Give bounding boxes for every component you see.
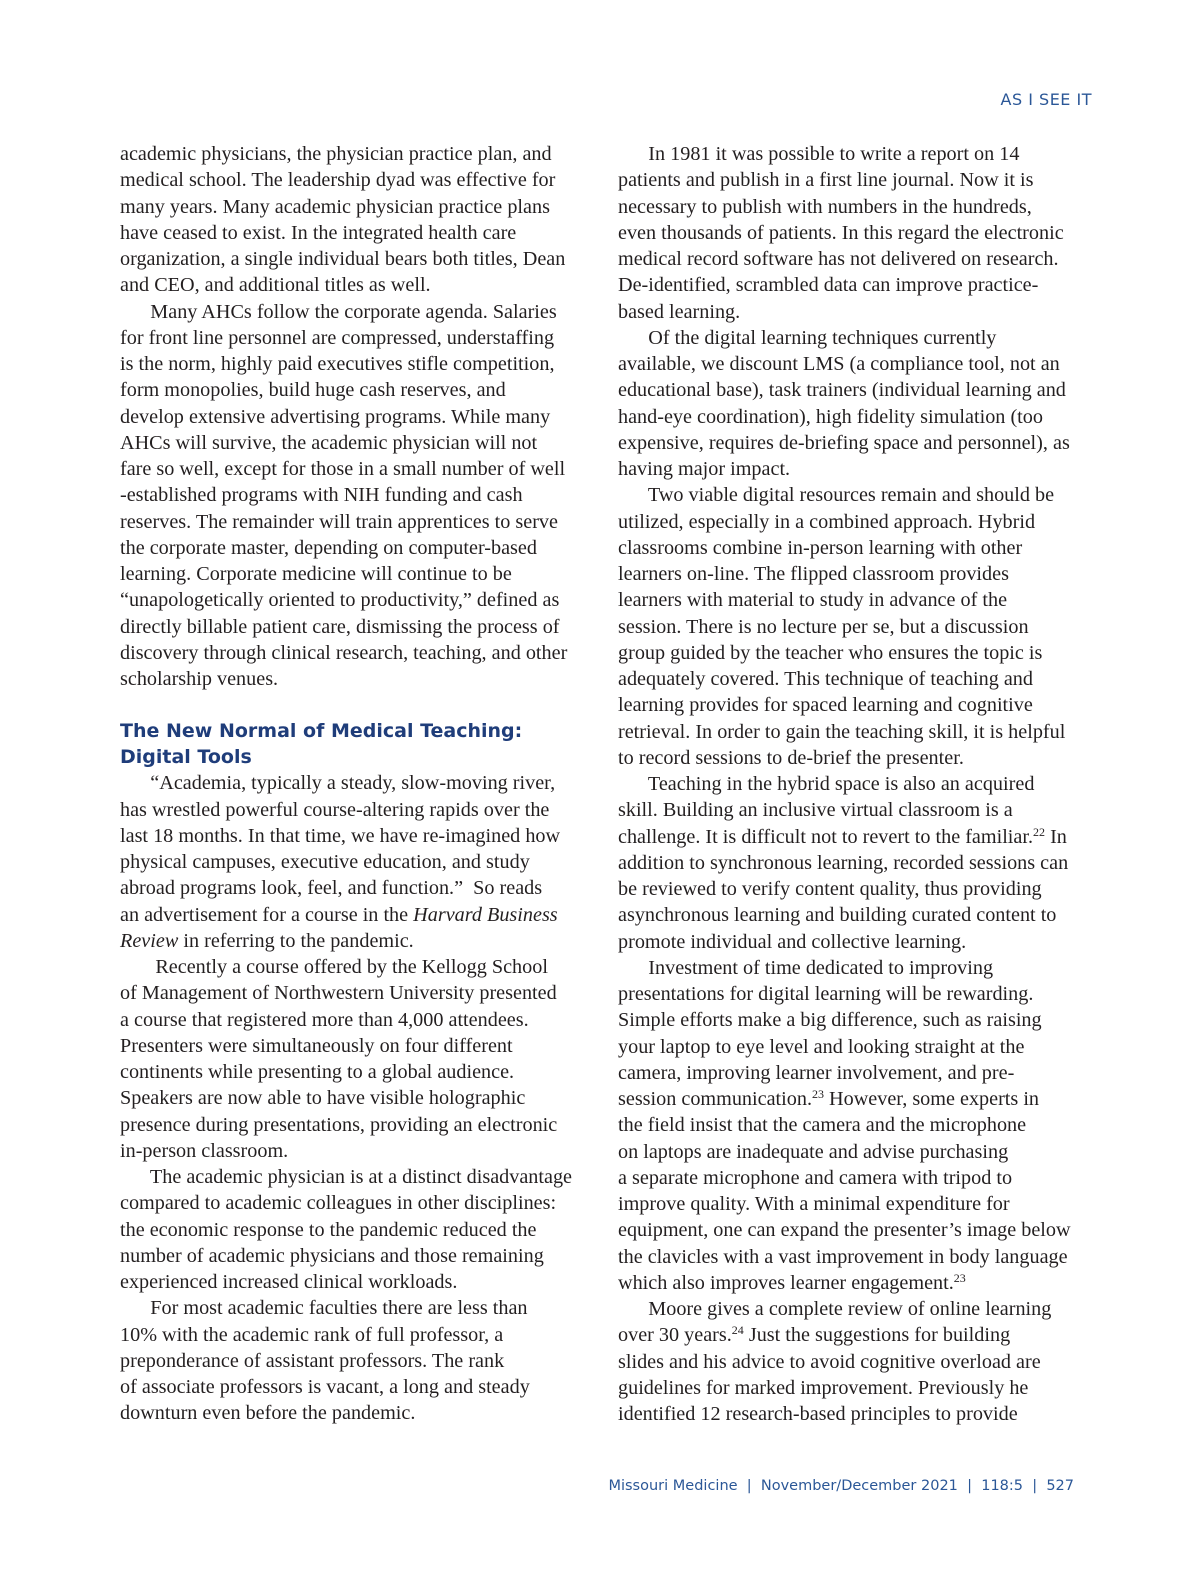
text-line: guidelines for marked improvement. Previously he	[618, 1376, 1029, 1399]
text-line: skill. Building an inclusive virtual classroom is a	[618, 799, 1013, 822]
text-line: De-identified, scrambled data can improve practice-	[618, 274, 1039, 297]
text-line: on laptops are inadequate and advise purchasing	[618, 1140, 1009, 1163]
text-line: identified 12 research-based principles to provide	[618, 1403, 1018, 1425]
text-line: learning. Corporate medicine will continue to be	[120, 563, 512, 585]
text-line: “unapologetically oriented to productivity,” defined as	[120, 589, 560, 612]
text-line: of Management of Northwestern University presented	[120, 982, 557, 1005]
text-line: necessary to publish with numbers in the hundreds,	[618, 195, 1032, 218]
text-line: educational base), task trainers (individual learning and	[618, 379, 1066, 402]
right-block-4	[618, 1296, 1096, 1322]
text-line: patients and publish in a first line journal. Now it is	[618, 169, 1034, 192]
text-line: academic physicians, the physician practice plan, and	[120, 143, 552, 165]
text-line: Many AHCs follow the corporate agenda. Salaries	[120, 300, 557, 323]
text-line: organization, a single individual bears both titles, Dean	[120, 248, 566, 270]
text-line: reserves. The remainder will train apprentices to serve	[120, 510, 558, 533]
text-line: of associate professors is vacant, a long and steady	[120, 1376, 530, 1398]
text-line: improve quality. With a minimal expenditure for	[618, 1193, 1010, 1215]
left-paragraphs-mid	[120, 770, 598, 901]
text-line: learning provides for spaced learning and cognitive	[618, 694, 1033, 717]
text-line: session. There is no lecture per se, but a discussion	[618, 615, 1029, 638]
text-line: Teaching in the hybrid space is also an acquired	[618, 773, 1035, 795]
text-line: even thousands of patients. In this regard the electronic	[618, 221, 1064, 244]
text-line: to record sessions to de-brief the presenter.	[618, 746, 964, 769]
text-line: a separate microphone and camera with tripod to	[618, 1166, 1013, 1189]
reference-22: 22	[1033, 824, 1046, 839]
text-line: is the norm, highly paid executives stifle competition,	[120, 353, 555, 375]
left-paragraphs-top	[120, 141, 598, 692]
hbr-suffix: in referring to the pandemic.	[178, 929, 414, 952]
text-line: The academic physician is at a distinct disadvantage	[120, 1166, 573, 1188]
text-line: have ceased to exist. In the integrated health care	[120, 221, 517, 244]
text-line: medical record software has not delivered on research.	[618, 248, 1059, 270]
hbr-line-2	[120, 928, 598, 954]
subhead-line-1: The New Normal of Medical Teaching:	[120, 720, 523, 743]
text-line: discovery through clinical research, teaching, and other	[120, 641, 568, 664]
ref-23b-line	[618, 1270, 1096, 1296]
ref-23a-after: However, some experts in	[824, 1088, 1040, 1110]
text-line: 10% with the academic rank of full professor, a	[120, 1323, 504, 1346]
right-block-2	[618, 850, 1096, 1086]
text-line: fare so well, except for those in a small number of well	[120, 458, 566, 480]
text-line: preponderance of assistant professors. The rank	[120, 1349, 505, 1372]
text-line: retrieval. In order to gain the teaching skill, it is helpful	[618, 720, 1066, 743]
text-line: abroad programs look, feel, and function.” So reads	[120, 877, 543, 900]
text-line: For most academic faculties there are less than	[120, 1297, 528, 1320]
text-line: classrooms combine in-person learning with other	[618, 536, 1023, 559]
text-line: utilized, especially in a combined approach. Hybrid	[618, 510, 1036, 533]
ref-23a-before: session communication.	[618, 1088, 812, 1110]
text-line: Moore gives a complete review of online learning	[618, 1298, 1052, 1320]
text-line: promote individual and collective learning.	[618, 930, 967, 953]
text-line: medical school. The leadership dyad was effective for	[120, 169, 556, 192]
text-line: a course that registered more than 4,000 attendees.	[120, 1008, 529, 1031]
text-line: AHCs will survive, the academic physician will not	[120, 431, 538, 454]
text-line: adequately covered. This technique of teaching and	[618, 668, 1033, 690]
text-line: experienced increased clinical workloads.	[120, 1271, 458, 1293]
text-line: addition to synchronous learning, recorded sessions can	[618, 851, 1069, 874]
text-line: In 1981 it was possible to write a report on 14	[618, 143, 1020, 165]
text-line: slides and his advice to avoid cognitive overload are	[618, 1350, 1041, 1373]
text-line: -established programs with NIH funding and cash	[120, 484, 523, 507]
text-line: develop extensive advertising programs. While many	[120, 405, 551, 428]
right-column	[618, 141, 1096, 1427]
left-paragraphs-end	[120, 954, 598, 1427]
ref-24-line	[618, 1322, 1096, 1348]
text-line: the field insist that the camera and the microphone	[618, 1114, 1027, 1137]
text-line: the economic response to the pandemic reduced the	[120, 1218, 537, 1241]
left-column	[120, 141, 598, 1427]
text-line: available, we discount LMS (a compliance tool, not an	[618, 353, 1060, 375]
text-line: number of academic physicians and those remaining	[120, 1244, 544, 1267]
text-line: the clavicles with a vast improvement in body language	[618, 1245, 1068, 1268]
subhead-line-2: Digital Tools	[120, 746, 252, 769]
ref-23a-line	[618, 1086, 1096, 1112]
text-line: form monopolies, build huge cash reserves, and	[120, 379, 506, 402]
subhead	[120, 718, 598, 770]
text-line: “Academia, typically a steady, slow-moving river,	[120, 772, 556, 795]
text-line: be reviewed to verify content quality, thus providing	[618, 878, 1042, 900]
ref-22-before: challenge. It is difficult not to revert to the familiar.	[618, 825, 1034, 848]
text-line: has wrestled powerful course-altering rapids over the	[120, 798, 550, 821]
text-line: for front line personnel are compressed, understaffing	[120, 326, 555, 349]
text-line: continents while presenting to a global audience.	[120, 1061, 515, 1083]
text-line: equipment, one can expand the presenter’s image below	[618, 1219, 1071, 1242]
reference-24: 24	[731, 1323, 744, 1338]
right-block-1	[618, 141, 1096, 824]
text-line: many years. Many academic physician practice plans	[120, 195, 550, 218]
text-line: last 18 months. In that time, we have re-imagined how	[120, 824, 561, 847]
text-line: physical campuses, executive education, and study	[120, 851, 530, 873]
text-line: learners on-line. The flipped classroom provides	[618, 563, 1009, 585]
text-line: compared to academic colleagues in other disciplines:	[120, 1192, 557, 1215]
text-line: learners with material to study in advance of the	[618, 589, 1008, 612]
page-footer: Missouri Medicine | November/December 2021 | 118:5 | 527	[608, 1478, 1074, 1494]
text-line: Of the digital learning techniques currently	[618, 326, 997, 349]
reference-23a: 23	[812, 1087, 824, 1101]
hbr-title-part1: Harvard Business	[413, 903, 558, 926]
spacer	[120, 692, 598, 718]
text-line: hand-eye coordination), high fidelity simulation (too	[618, 405, 1043, 428]
ref-23b-before: which also improves learner engagement.	[618, 1271, 954, 1294]
text-line: presentations for digital learning will be rewarding.	[618, 983, 1034, 1005]
right-block-5	[618, 1349, 1096, 1428]
text-line: your laptop to eye level and looking straight at the	[618, 1035, 1025, 1058]
hbr-line	[120, 902, 598, 928]
text-line: Investment of time dedicated to improving	[618, 956, 994, 979]
text-line: scholarship venues.	[120, 668, 279, 690]
text-line: camera, improving learner involvement, and pre-	[618, 1061, 1015, 1084]
hbr-title-part2: Review	[120, 929, 179, 952]
text-line: expensive, requires de-briefing space and personnel), as	[618, 431, 1070, 454]
text-line: Simple efforts make a big difference, such as raising	[618, 1009, 1042, 1032]
text-line: asynchronous learning and building curated content to	[618, 904, 1057, 927]
text-line: the corporate master, depending on computer-based	[120, 536, 537, 559]
text-line: group guided by the teacher who ensures the topic is	[618, 641, 1043, 664]
ref-22-line	[618, 824, 1096, 850]
text-line: Presenters were simultaneously on four different	[120, 1034, 513, 1057]
text-line: in-person classroom.	[120, 1139, 289, 1162]
text-line: and CEO, and additional titles as well.	[120, 274, 431, 297]
ref-22-after: In	[1045, 825, 1067, 848]
reference-23b: 23	[953, 1270, 966, 1285]
text-line: presence during presentations, providing an electronic	[120, 1113, 558, 1136]
text-line: having major impact.	[618, 458, 791, 480]
text-line: downturn even before the pandemic.	[120, 1402, 416, 1425]
text-line: based learning.	[618, 300, 741, 323]
text-line: Recently a course offered by the Kellogg School	[120, 956, 548, 978]
hbr-prefix: an advertisement for a course in the	[120, 903, 414, 926]
text-line: Two viable digital resources remain and should be	[618, 484, 1055, 507]
right-block-3	[618, 1112, 1096, 1270]
ref-24-after: Just the suggestions for building	[743, 1324, 1011, 1347]
text-line: directly billable patient care, dismissing the process of	[120, 615, 560, 638]
text-line: Speakers are now able to have visible holographic	[120, 1087, 526, 1110]
ref-24-before: over 30 years.	[618, 1324, 732, 1347]
section-header: AS I SEE IT	[1000, 90, 1092, 109]
